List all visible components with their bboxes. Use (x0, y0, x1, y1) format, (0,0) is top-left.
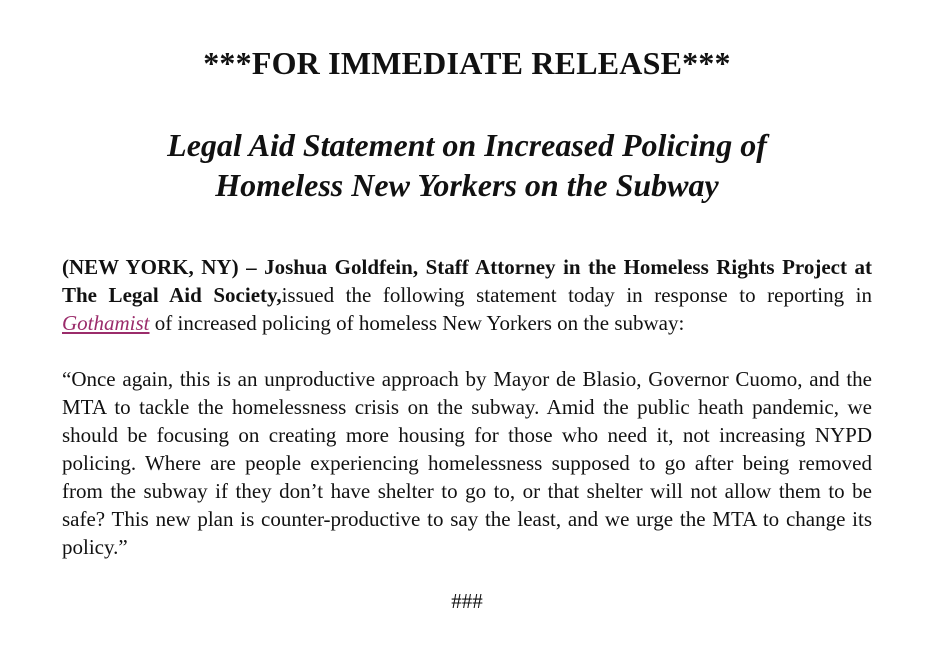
intro-text-before-link: issued the following statement today in response to reporting in (281, 283, 872, 307)
headline-line-2: Homeless New Yorkers on the Subway (215, 167, 719, 203)
gothamist-link[interactable]: Gothamist (62, 311, 150, 335)
quote-paragraph: “Once again, this is an unproductive approach by Mayor de Blasio, Governor Cuomo, and the MTA to tackle the homelessness crisis on the subway. Amid the public heath pandemic, we should be focusing on creating more housing for those who need it, not increasing NYPD policing. Where are people experiencing homelessness supposed to go after being removed from the subway if they don’t have shelter to go to, or that shelter will not allow them to be safe? This new plan is counter-productive to say the least, and we urge the MTA to change its policy.” (62, 367, 872, 559)
intro-paragraph (62, 253, 872, 337)
intro-lead: (NEW YORK, NY) – Joshua Goldfein, Staff Attorney in the Homeless Rights Project at The Legal Aid Society, (62, 255, 872, 307)
headline-line-1: Legal Aid Statement on Increased Policing of (167, 127, 767, 163)
release-banner: ***FOR IMMEDIATE RELEASE*** (203, 45, 731, 81)
end-mark: ### (451, 589, 483, 613)
intro-text-after-link: of increased policing of homeless New Yorkers on the subway: (149, 311, 685, 335)
headline (62, 125, 872, 205)
